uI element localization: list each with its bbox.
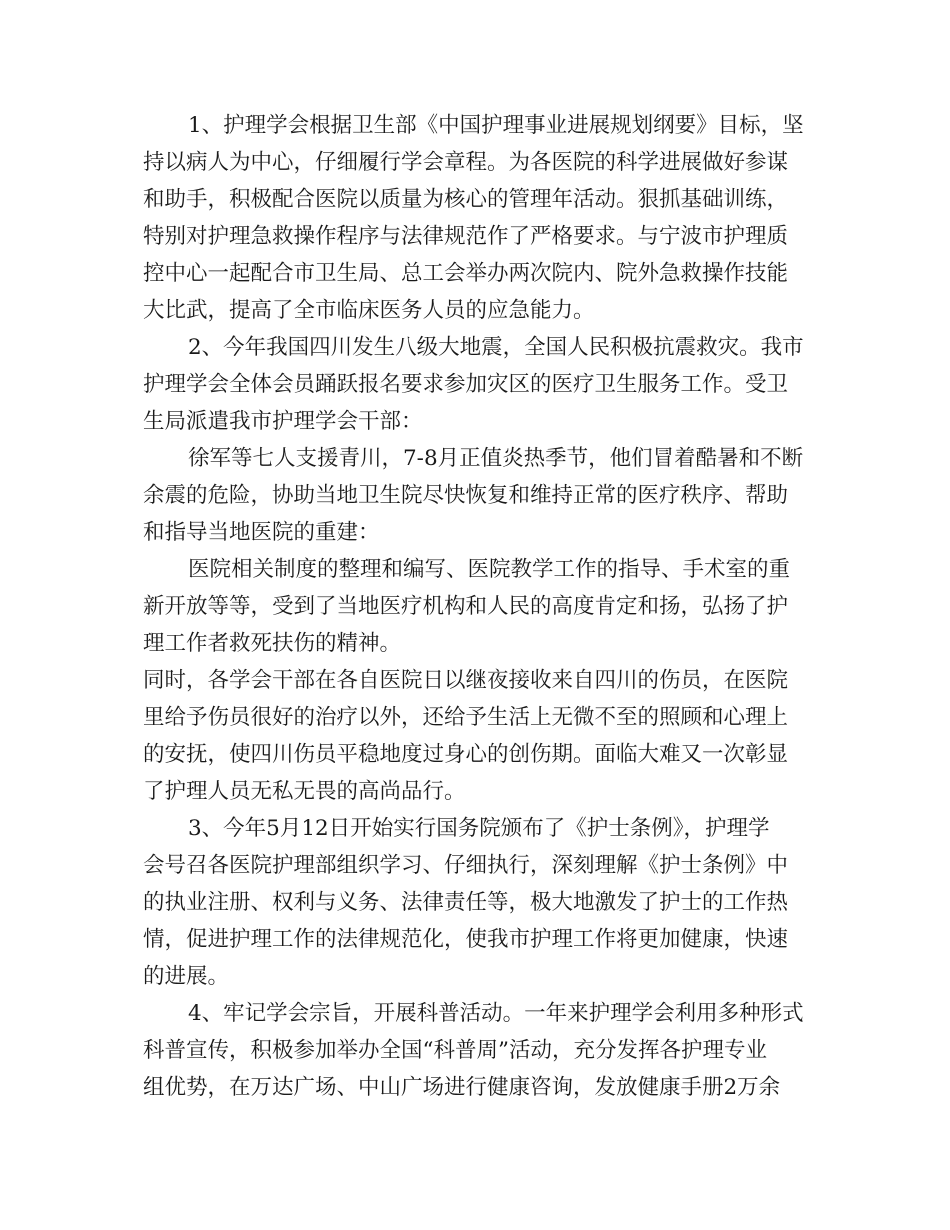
text-line: 的执业注册、权利与义务、法律责任等，极大地激发了护士的工作热: [143, 890, 789, 915]
text-line: 新开放等等，受到了当地医疗机构和人民的高度肯定和扬，弘扬了护: [143, 594, 789, 619]
text-line: 的安抚，使四川伤员平稳地度过身心的创伤期。面临大难又一次彰显: [143, 742, 789, 767]
text-line: 特别对护理急救操作程序与法律规范作了严格要求。与宁波市护理质: [143, 224, 789, 249]
text-line: 情，促进护理工作的法律规范化，使我市护理工作将更加健康，快速: [143, 927, 789, 952]
text-line: 和助手，积极配合医院以质量为核心的管理年活动。狠抓基础训练，: [143, 187, 789, 212]
text-line: 理工作者救死扶伤的精神。: [143, 631, 402, 656]
text-line: 和指导当地医院的重建：: [143, 520, 380, 545]
text-line: 会号召各医院护理部组织学习、仔细执行，深刻理解《护士条例》中: [143, 853, 789, 878]
text-line: 余震的危险，协助当地卫生院尽快恢复和维持正常的医疗秩序、帮助: [143, 483, 789, 508]
text-line: 大比武，提高了全市临床医务人员的应急能力。: [143, 298, 595, 323]
text-line: 同时，各学会干部在各自医院日以继夜接收来自四川的伤员，在医院: [143, 668, 789, 693]
text-line: 徐军等七人支援青川，7-8月正值炎热季节，他们冒着酷暑和不断: [188, 446, 804, 471]
text-line: 2、今年我国四川发生八级大地震，全国人民积极抗震救灾。我市: [188, 335, 804, 360]
text-line: 医院相关制度的整理和编写、医院教学工作的指导、手术室的重: [188, 557, 791, 582]
text-line: 3、今年5月12日开始实行国务院颁布了《护士条例》，护理学: [188, 816, 770, 841]
text-line: 里给予伤员很好的治疗以外，还给予生活上无微不至的照顾和心理上: [143, 705, 789, 730]
text-line: 了护理人员无私无畏的高尚品行。: [143, 779, 466, 804]
text-line: 组优势，在万达广场、中山广场进行健康咨询，发放健康手册2万余: [143, 1075, 781, 1100]
text-line: 1、护理学会根据卫生部《中国护理事业进展规划纲要》目标，坚: [188, 113, 804, 138]
text-line: 生局派遣我市护理学会干部：: [143, 409, 423, 434]
text-line: 科普宣传，积极参加举办全国“科普周”活动，充分发挥各护理专业: [143, 1038, 767, 1063]
text-line: 4、牢记学会宗旨，开展科普活动。一年来护理学会利用多种形式: [188, 1001, 804, 1026]
text-line: 持以病人为中心，仔细履行学会章程。为各医院的科学进展做好参谋: [143, 150, 789, 175]
text-line: 控中心一起配合市卫生局、总工会举办两次院内、院外急救操作技能: [143, 261, 789, 286]
text-line: 护理学会全体会员踊跃报名要求参加灾区的医疗卫生服务工作。受卫: [143, 372, 789, 397]
text-line: 的进展。: [143, 964, 230, 989]
